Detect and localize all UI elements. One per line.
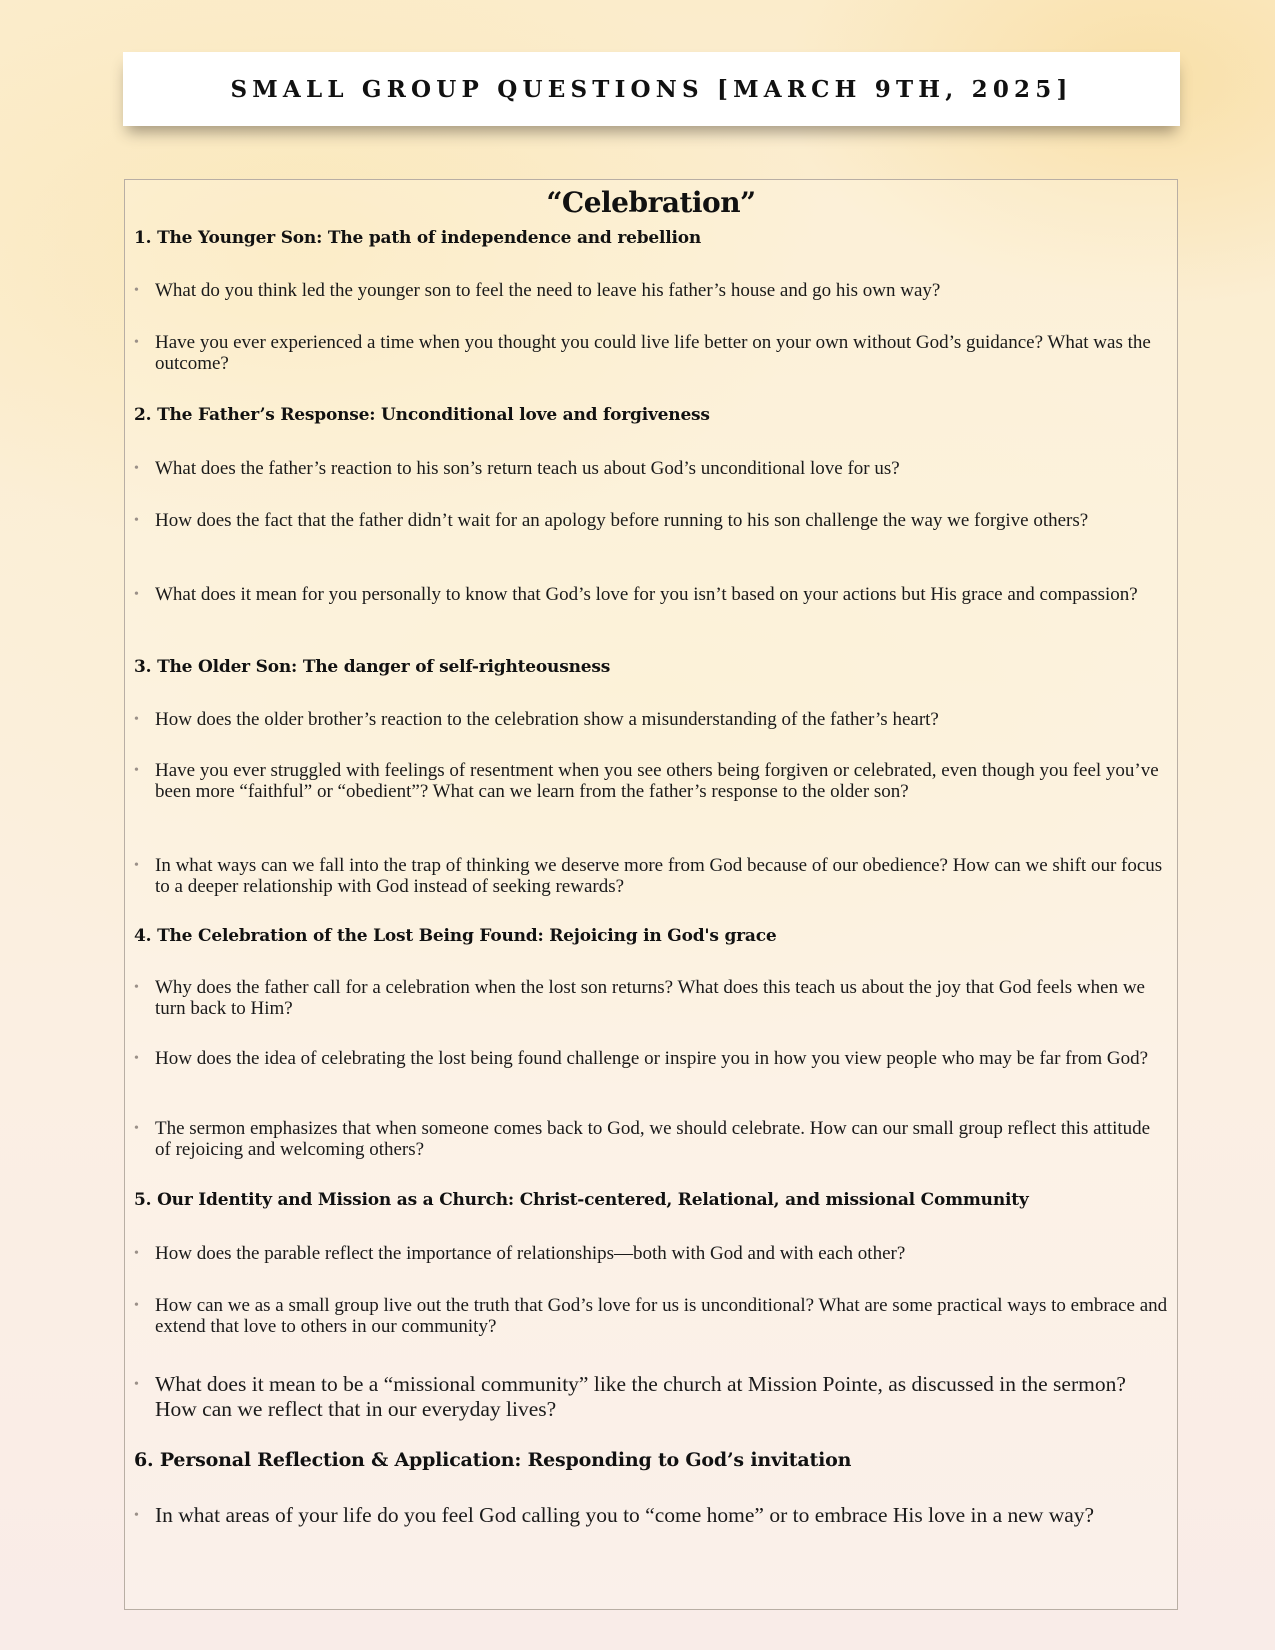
question-item	[134, 709, 1169, 730]
bullet-marker: •	[134, 461, 139, 476]
bullet-marker: •	[134, 1246, 139, 1261]
question-item	[134, 1503, 1169, 1528]
question-text: What does it mean to be a “missional community” like the church at Mission Pointe, as discussed in the sermon? How can we reflect that in our everyday lives?	[155, 1372, 1126, 1421]
bullet-marker: •	[134, 513, 139, 528]
question-text: In what areas of your life do you feel God calling you to “come home” or to embrace His love in a new way?	[155, 1503, 1095, 1527]
section-heading: 6. Personal Reflection & Application: Responding to God’s invitation	[134, 1449, 852, 1471]
bullet-marker: •	[134, 763, 139, 778]
question-item	[134, 1243, 1169, 1264]
question-text: What does the father’s reaction to his son’s return teach us about God’s unconditional love for us?	[155, 458, 900, 479]
question-item	[134, 510, 1169, 531]
question-item	[134, 1048, 1169, 1069]
question-item	[134, 280, 1169, 301]
bullet-marker: •	[134, 1121, 139, 1136]
section-heading: 5. Our Identity and Mission as a Church: Christ-centered, Relational, and missional Community	[134, 1190, 1029, 1210]
bullet-marker: •	[134, 712, 139, 727]
question-item	[134, 855, 1169, 897]
question-item	[134, 458, 1169, 479]
question-text: Have you ever struggled with feelings of resentment when you see others being forgiven or celebrated, even though you feel you’ve been more “faithful” or “obedient”? What can we learn from the father’s response to the older son?	[155, 760, 1159, 802]
bullet-marker: •	[134, 1377, 139, 1392]
bullet-marker: •	[134, 283, 139, 298]
question-item	[134, 760, 1169, 802]
question-text: What does it mean for you personally to know that God’s love for you isn’t based on your actions but His grace and compassion?	[155, 584, 1138, 605]
page-title: SMALL GROUP QUESTIONS [MARCH 9TH, 2025]	[230, 75, 1073, 103]
question-text: How can we as a small group live out the truth that God’s love for us is unconditional? What are some practical ways to embrace and extend that love to others in our community?	[155, 1295, 1168, 1337]
question-text: The sermon emphasizes that when someone comes back to God, we should celebrate. How can our small group reflect this attitude of rejoicing and welcoming others?	[155, 1118, 1151, 1160]
section-heading: 1. The Younger Son: The path of independence and rebellion	[134, 228, 702, 248]
bullet-marker: •	[134, 587, 139, 602]
question-text: What do you think led the younger son to feel the need to leave his father’s house and go his own way?	[155, 280, 941, 301]
question-text: How does the idea of celebrating the lost being found challenge or inspire you in how you view people who may be far from God?	[155, 1048, 1149, 1069]
question-item	[134, 977, 1169, 1019]
question-text: Why does the father call for a celebration when the lost son returns? What does this teach us about the joy that God feels when we turn back to Him?	[155, 977, 1145, 1019]
question-text: How does the parable reflect the importance of relationships—both with God and with each other?	[155, 1243, 906, 1264]
question-text: In what ways can we fall into the trap of thinking we deserve more from God because of our obedience? How can we shift our focus to a deeper relationship with God instead of seeking rewards?	[155, 855, 1163, 897]
question-text: Have you ever experienced a time when you thought you could live life better on your own without God’s guidance? What was the outcome?	[155, 332, 1151, 374]
bullet-marker: •	[134, 858, 139, 873]
bullet-marker: •	[134, 1298, 139, 1313]
bullet-marker: •	[134, 335, 139, 350]
question-item	[134, 1372, 1169, 1422]
questions-box	[124, 179, 1178, 1610]
question-text: How does the older brother’s reaction to the celebration show a misunderstanding of the father’s heart?	[155, 709, 939, 730]
question-text: How does the fact that the father didn’t wait for an apology before running to his son challenge the way we forgive others?	[155, 510, 1089, 531]
section-heading: 3. The Older Son: The danger of self-righteousness	[134, 657, 611, 677]
question-item	[134, 584, 1169, 605]
section-heading: 4. The Celebration of the Lost Being Found: Rejoicing in God's grace	[134, 926, 777, 946]
question-item	[134, 1295, 1169, 1337]
question-item	[134, 332, 1169, 374]
bullet-marker: •	[134, 1508, 139, 1523]
section-heading: 2. The Father’s Response: Unconditional love and forgiveness	[134, 405, 710, 425]
bullet-marker: •	[134, 1051, 139, 1066]
bullet-marker: •	[134, 980, 139, 995]
header-banner	[123, 52, 1180, 126]
document-title: “Celebration”	[546, 186, 756, 219]
question-item	[134, 1118, 1169, 1160]
